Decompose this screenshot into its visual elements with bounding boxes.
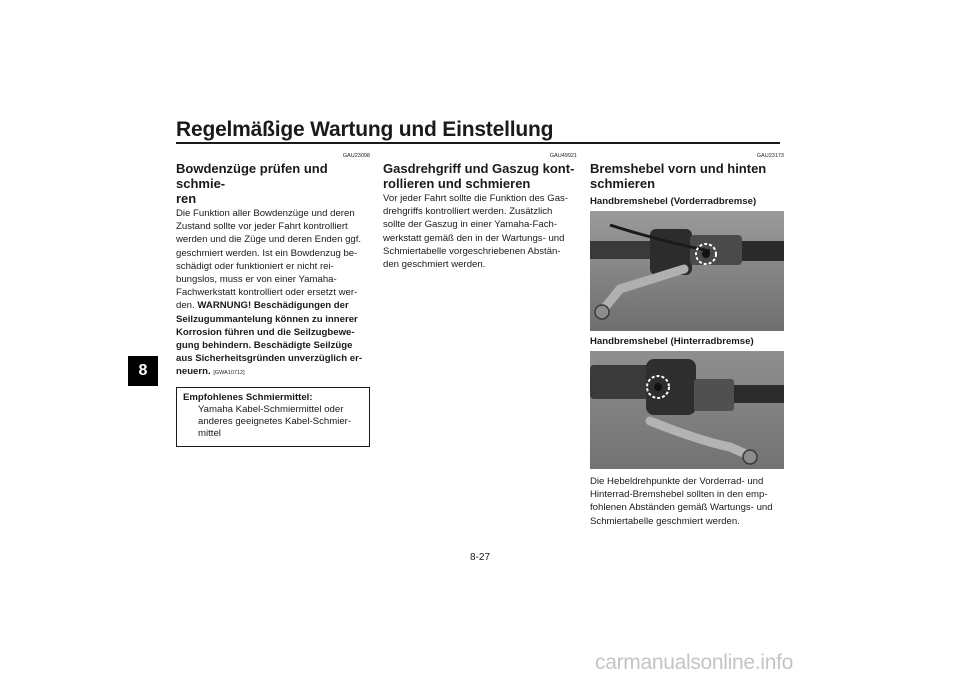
- box-line: anderes geeignetes Kabel-Schmier-: [198, 415, 352, 427]
- body-line: [176, 299, 370, 312]
- page-number: 8-27: [469, 552, 490, 563]
- section-heading: [176, 161, 370, 206]
- heading-line: Bowdenzüge prüfen und schmie-: [176, 161, 328, 191]
- warning-line: gung behindern. Beschädigte Seilzüge: [176, 340, 353, 352]
- box-line: Yamaha Kabel-Schmiermittel oder: [198, 403, 344, 415]
- column-throttle: [383, 153, 577, 271]
- section-heading: [590, 161, 784, 191]
- body-line: den geschmiert werden.: [383, 259, 486, 271]
- heading-line: Gasdrehgriff und Gaszug kont-: [383, 161, 575, 176]
- header-rule: [176, 142, 780, 144]
- front-brake-lever-photo: [590, 211, 784, 331]
- body-line-lead: den.: [176, 300, 195, 312]
- body-line: drehgriffs kontrolliert werden. Zusätzlich: [383, 206, 553, 218]
- figure-caption-front: Handbremshebel (Vorderradbremse): [590, 196, 757, 207]
- heading-line: rollieren und schmieren: [383, 176, 531, 191]
- body-line: geschmiert werden. Ist ein Bowdenzug be-: [176, 247, 358, 259]
- figure-caption-rear: Handbremshebel (Hinterradbremse): [590, 336, 754, 347]
- warning-code: [GWA10712]: [213, 370, 245, 377]
- page-title: Regelmäßige Wartung und Einstellung: [176, 118, 554, 141]
- section-body: [176, 207, 370, 381]
- body-line: schädigt oder funktioniert er nicht rei-: [176, 260, 334, 272]
- chapter-tab: 8: [128, 356, 158, 386]
- body-line: Vor jeder Fahrt sollte die Funktion des Gas-: [383, 193, 569, 204]
- section-code: GAU49921: [549, 153, 577, 159]
- watermark: carmanualsonline.info: [595, 651, 793, 674]
- lubricant-box-title: Empfohlenes Schmiermittel:: [183, 391, 313, 403]
- body-line: Die Funktion aller Bowdenzüge und deren: [176, 208, 355, 219]
- column-brake-levers: [590, 153, 784, 528]
- section-code: GAU23173: [756, 153, 784, 159]
- warning-line: neuern. [GWA10712]: [176, 366, 245, 378]
- body-line: Schmiertabelle geschmiert werden.: [590, 515, 740, 527]
- heading-line: Bremshebel vorn und hinten: [590, 161, 767, 176]
- section-body: [383, 192, 577, 271]
- warning-line: WARNUNG! Beschädigungen der: [197, 300, 349, 312]
- heading-line: schmieren: [590, 176, 656, 191]
- warning-line: aus Sicherheitsgründen unverzüglich er-: [176, 353, 363, 365]
- body-line: sollte der Gaszug in einer Yamaha-Fach-: [383, 219, 558, 231]
- body-line: Fachwerkstatt kontrolliert oder ersetzt wer-: [176, 287, 358, 299]
- body-line: werkstatt gemäß den in der Wartungs- und: [383, 232, 565, 244]
- body-line: Hinterrad-Bremshebel sollten in den emp-: [590, 489, 768, 501]
- section-code: GAU23098: [342, 153, 370, 159]
- body-line: fohlenen Abständen gemäß Wartungs- und: [590, 502, 773, 514]
- section-heading: [383, 161, 577, 191]
- warning-line: Seilzugummantelung können zu innerer: [176, 313, 358, 325]
- rear-brake-lever-photo: [590, 351, 784, 469]
- box-line: mittel: [198, 427, 221, 439]
- body-line: Die Hebeldrehpunkte der Vorderrad- und: [590, 476, 764, 487]
- body-line: werden und die Züge und deren Enden ggf.: [176, 234, 362, 246]
- body-line: bungslos, muss er von einer Yamaha-: [176, 274, 337, 286]
- rear-brake-lever-illustration: [590, 351, 784, 469]
- lubricant-box-text: [183, 404, 363, 440]
- column-cables: [176, 153, 370, 447]
- lubricant-box: [176, 387, 370, 447]
- body-line: Schmiertabelle vorgeschriebenen Abstän-: [383, 245, 561, 257]
- section-body: [590, 475, 784, 528]
- warning-line: Korrosion führen und die Seilzugbewe-: [176, 326, 355, 338]
- front-brake-lever-illustration: [590, 211, 784, 331]
- body-line: Zustand sollte vor jeder Fahrt kontrolliert: [176, 221, 348, 233]
- heading-line: ren: [176, 191, 197, 206]
